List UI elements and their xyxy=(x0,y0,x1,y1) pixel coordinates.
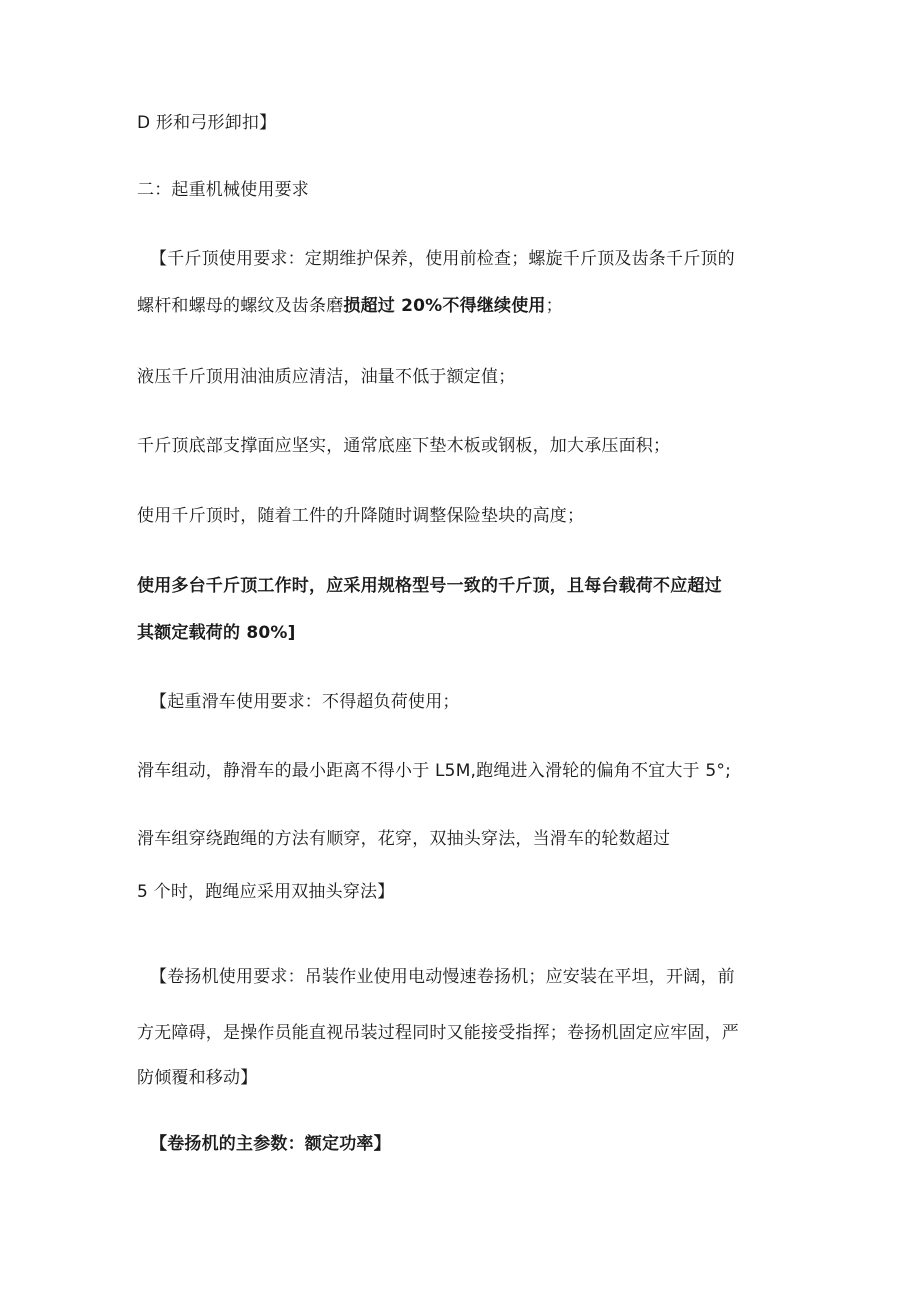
text-line-hydraulic-oil: 液压千斤顶用油油质应清洁，油量不低于额定值； xyxy=(137,367,516,387)
text-line-winch-requirements-cont: 方无障碍，是操作员能直视吊装过程同时又能接受指挥；卷扬机固定应牢固，严 xyxy=(137,1023,739,1043)
text-line-jack-adjust: 使用千斤顶时，随着工件的升降随时调整保险垫块的高度； xyxy=(137,506,585,526)
text-line-winch-requirements: 【卷扬机使用要求：吊装作业使用电动慢速卷扬机；应安装在平坦，开阔，前 xyxy=(150,967,735,987)
text-line-rated-load: 其额定载荷的 80%] xyxy=(137,623,296,643)
text-segment-bold: 损超过 20%不得继续使用 xyxy=(343,296,546,316)
text-segment: ； xyxy=(545,296,563,316)
text-line-pulley-requirements: 【起重滑车使用要求：不得超负荷使用； xyxy=(150,692,460,712)
text-line-winch-requirements-end: 防倾覆和移动】 xyxy=(137,1068,258,1088)
text-line-jack-thread-wear xyxy=(137,294,563,318)
text-line-jack-requirements: 【千斤顶使用要求：定期维护保养，使用前检查；螺旋千斤顶及齿条千斤顶的 xyxy=(150,249,735,269)
text-line-jack-support: 千斤顶底部支撑面应坚实，通常底座下垫木板或钢板，加大承压面积； xyxy=(137,436,671,456)
text-line-winch-parameter: 【卷扬机的主参数：额定功率】 xyxy=(150,1134,391,1154)
text-segment: 螺杆和螺母的螺纹及齿条磨 xyxy=(137,296,344,316)
text-line-pulley-reeving-cont: 5 个时，跑绳应采用双抽头穿法】 xyxy=(137,882,395,902)
text-line-shackle: D 形和弓形卸扣】 xyxy=(137,113,277,133)
text-line-pulley-reeving: 滑车组穿绕跑绳的方法有顺穿，花穿，双抽头穿法，当滑车的轮数超过 xyxy=(137,829,671,849)
section-heading-lifting-machinery: 二：起重机械使用要求 xyxy=(137,180,309,200)
text-line-multi-jack: 使用多台千斤顶工作时，应采用规格型号一致的千斤顶，且每台载荷不应超过 xyxy=(137,576,722,596)
text-line-pulley-distance: 滑车组动，静滑车的最小距离不得小于 L5M,跑绳进入滑轮的偏角不宜大于 5°; xyxy=(137,761,732,781)
